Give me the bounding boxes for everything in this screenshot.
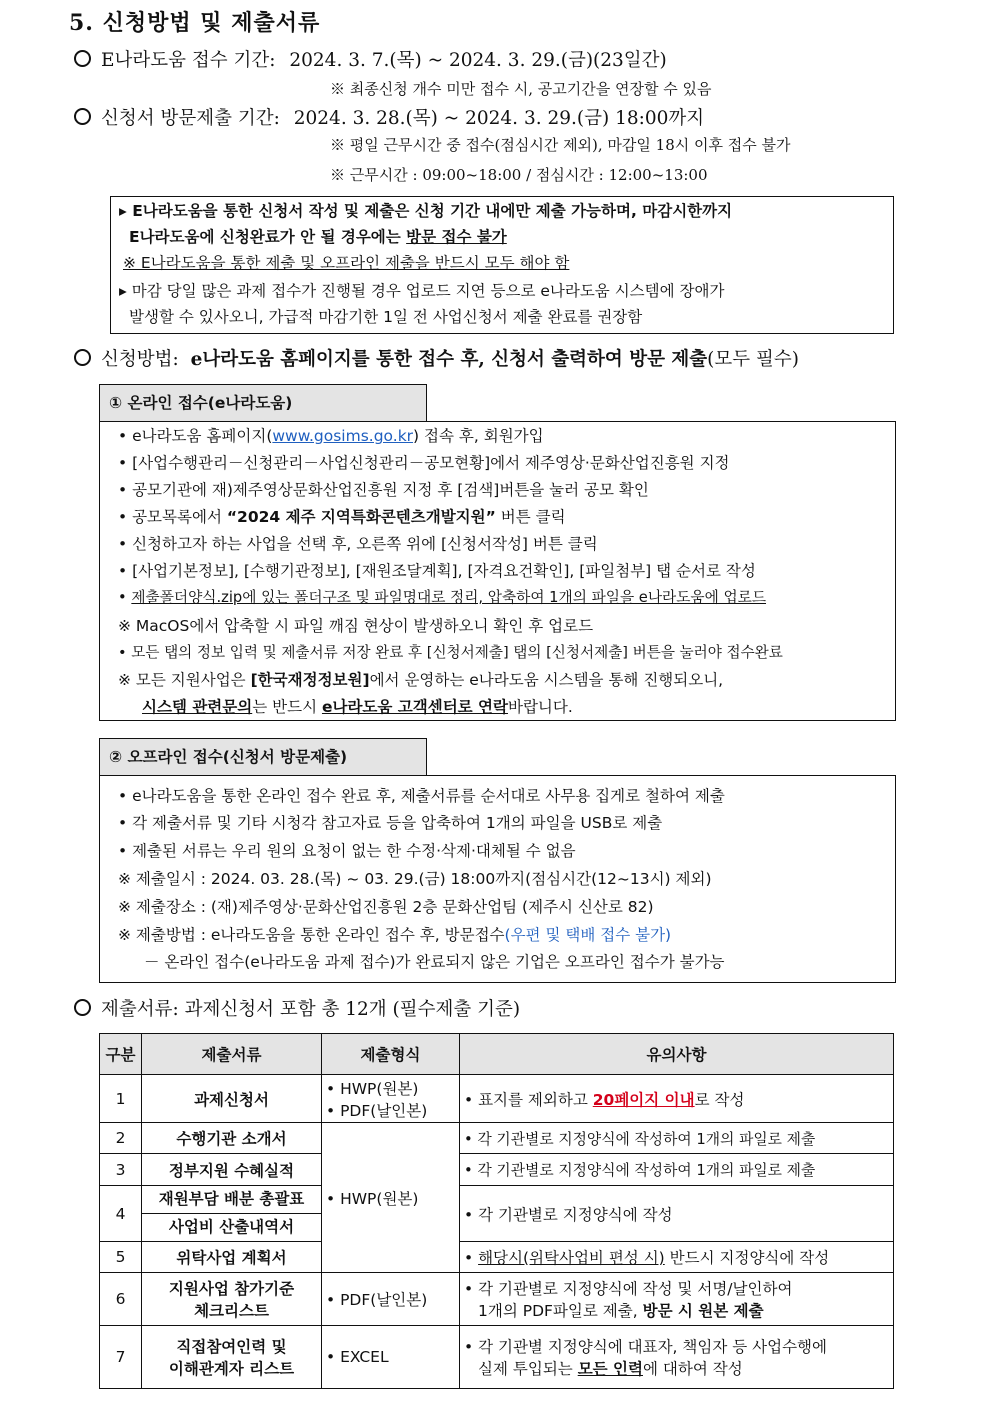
online-item-11: 시스템 관련문의는 반드시 e나라도움 고객센터로 연락바랍니다. xyxy=(142,698,573,716)
online-item-6: • [사업기본정보], [수행기관정보], [재원조달계획], [자격요건확인], [파일첨부] 탭 순서로 작성 xyxy=(118,562,756,580)
table-row: 3 정부지원 수혜실적 • 각 기관별로 지정양식에 작성하여 1개의 파일로 제출 xyxy=(100,1154,894,1186)
documents-table xyxy=(99,1033,894,1389)
circle-bullet-icon xyxy=(74,999,91,1016)
table-row: 2 수행기관 소개서 • HWP(원본) • 각 기관별로 지정양식에 작성하여 1개의 파일로 제출 xyxy=(100,1123,894,1154)
header-cell: 제출형식 xyxy=(322,1034,460,1075)
table-row: 7 직접참여인력 및 이해관계자 리스트 • EXCEL • 각 기관별 지정양식에 대표자, 책임자 등 사업수행에 실제 투입되는 모든 인력에 대하여 작성 xyxy=(100,1326,894,1389)
online-item-1: • e나라도움 홈페이지(www.gosims.go.kr) 접속 후, 회원가입 xyxy=(118,427,544,445)
table-row: 1 과제신청서 • HWP(원본) • PDF(날인본) • 표지를 제외하고 20페이지 이내로 작성 xyxy=(100,1075,894,1123)
visit-period-note-1: ※ 평일 근무시간 중 접수(점심시간 제외), 마감일 18시 이후 접수 불가 xyxy=(330,136,791,154)
section-title: 5. 신청방법 및 제출서류 xyxy=(69,10,321,36)
triangle-bullet-icon: ▸ xyxy=(119,282,127,300)
enara-period-value: 2024. 3. 7.(목) ~ 2024. 3. 29.(금)(23일간) xyxy=(289,50,667,71)
circle-bullet-icon xyxy=(74,349,91,366)
offline-item-3: • 제출된 서류는 우리 원의 요청이 없는 한 수정·삭제·대체될 수 없음 xyxy=(118,842,576,860)
online-item-5: • 신청하고자 하는 사업을 선택 후, 오른쪽 위에 [신청서작성] 버튼 클릭 xyxy=(118,535,598,553)
table-row: 6 지원사업 참가기준 체크리스트 • PDF(날인본) • 각 기관별로 지정양식에 작성 및 서명/날인하여 1개의 PDF파일로 제출, 방문 시 원본 제출 xyxy=(100,1273,894,1326)
notice-line-4: ▸ 마감 당일 많은 과제 접수가 진행될 경우 업로드 지연 등으로 e나라도움 시스템에 장애가 xyxy=(119,282,725,300)
method-tail: (모두 필수) xyxy=(707,349,799,370)
visit-period-note-2: ※ 근무시간 : 09:00~18:00 / 점심시간 : 12:00~13:00 xyxy=(330,166,708,184)
enara-period-note: ※ 최종신청 개수 미만 접수 시, 공고기간을 연장할 수 있음 xyxy=(330,80,712,98)
online-header: ① 온라인 접수(e나라도움) xyxy=(99,384,427,422)
offline-item-4: ※ 제출일시 : 2024. 03. 28.(목) ~ 03. 29.(금) 18:00까지(점심시간(12~13시) 제외) xyxy=(118,870,712,888)
hwp-merged-cell: • HWP(원본) xyxy=(322,1123,460,1273)
online-item-9: • 모든 탭의 정보 입력 및 제출서류 저장 완료 후 [신청서제출] 탭의 [신청서제출] 버튼을 눌러야 접수완료 xyxy=(118,644,783,661)
notice-line-5: 발생할 수 있사오니, 가급적 마감기한 1일 전 사업신청서 제출 완료를 권장함 xyxy=(129,308,643,326)
table-row: 4 재원부담 배분 총괄표 사업비 산출내역서 • 각 기관별로 지정양식에 작성 xyxy=(100,1186,894,1242)
circle-bullet-icon xyxy=(74,50,91,67)
offline-item-6: ※ 제출방법 : e나라도움을 통한 온라인 접수 후, 방문접수(우편 및 택배 접수 불가) xyxy=(118,926,672,944)
online-item-10: ※ 모든 지원사업은 [한국재정정보원]에서 운영하는 e나라도움 시스템을 통해 진행되오니, xyxy=(118,671,724,689)
online-item-8: ※ MacOS에서 압축할 시 파일 깨짐 현상이 발생하오니 확인 후 업로드 xyxy=(118,617,594,635)
enara-period-line xyxy=(74,46,667,72)
online-item-7: • 제출폴더양식.zip에 있는 폴더구조 및 파일명대로 정리, 압축하여 1개의 파일을 e나라도움에 업로드 xyxy=(118,589,767,606)
visit-period-label: 신청서 방문제출 기간: xyxy=(101,108,280,129)
notice-line-2: E나라도움에 신청완료가 안 될 경우에는 방문 접수 불가 xyxy=(129,228,507,246)
notice-box xyxy=(110,196,894,334)
table-header-row xyxy=(100,1034,894,1075)
circle-bullet-icon xyxy=(74,108,91,125)
gosims-link[interactable]: www.gosims.go.kr xyxy=(272,427,414,445)
notice-line-3: ※ E나라도움을 통한 제출 및 오프라인 제출을 반드시 모두 해야 함 xyxy=(123,254,570,272)
online-item-4: • 공모목록에서 “2024 제주 지역특화콘텐츠개발지원” 버튼 클릭 xyxy=(118,508,566,526)
enara-period-label: E나라도움 접수 기간: xyxy=(101,50,276,71)
online-box xyxy=(99,421,896,721)
offline-item-7: － 온라인 접수(e나라도움 과제 접수)가 완료되지 않은 기업은 오프라인 접수가 불가능 xyxy=(144,953,725,971)
offline-item-5: ※ 제출장소 : (재)제주영상·문화산업진흥원 2층 문화산업팀 (제주시 신산로 82) xyxy=(118,898,654,916)
triangle-bullet-icon: ▸ xyxy=(119,202,127,220)
header-cell: 유의사항 xyxy=(460,1034,894,1075)
offline-header: ② 오프라인 접수(신청서 방문제출) xyxy=(99,738,427,776)
method-line xyxy=(74,345,799,371)
online-item-3: • 공모기관에 재)제주영상문화산업진흥원 지정 후 [검색]버튼을 눌러 공모 확인 xyxy=(118,481,649,499)
online-item-2: • [사업수행관리－신청관리－사업신청관리－공모현황]에서 제주영상·문화산업진흥원 지정 xyxy=(118,454,730,472)
header-cell: 구분 xyxy=(100,1034,142,1075)
method-label: 신청방법: xyxy=(101,349,179,370)
offline-item-1: • e나라도움을 통한 온라인 접수 완료 후, 제출서류를 순서대로 사무용 집게로 철하여 제출 xyxy=(118,787,725,805)
header-cell: 제출서류 xyxy=(142,1034,322,1075)
visit-period-value: 2024. 3. 28.(목) ~ 2024. 3. 29.(금) 18:00까지 xyxy=(293,108,705,129)
offline-item-2: • 각 제출서류 및 기타 시청각 참고자료 등을 압축하여 1개의 파일을 USB로 제출 xyxy=(118,814,663,832)
method-bold: e나라도움 홈페이지를 통한 접수 후, 신청서 출력하여 방문 제출 xyxy=(190,349,708,370)
visit-period-line xyxy=(74,104,704,130)
notice-line-1: ▸ E나라도움을 통한 신청서 작성 및 제출은 신청 기간 내에만 제출 가능하며, 마감시한까지 xyxy=(119,202,733,220)
documents-title: 제출서류: 과제신청서 포함 총 12개 (필수제출 기준) xyxy=(101,999,521,1020)
table-row: 5 위탁사업 계획서 • 해당시(위탁사업비 편성 시) 반드시 지정양식에 작성 xyxy=(100,1242,894,1273)
documents-title-line xyxy=(74,995,520,1021)
offline-box xyxy=(99,775,896,983)
